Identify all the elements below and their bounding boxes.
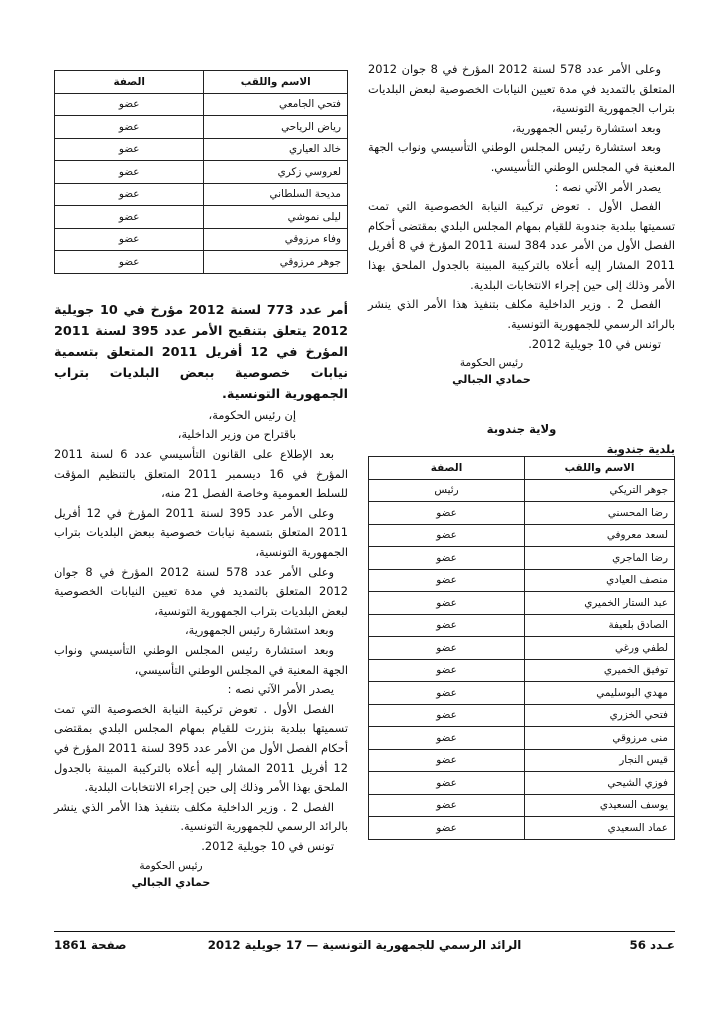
right-signature-name: حمادي الجبالي	[452, 373, 531, 387]
member-name: جوهر التريكي	[525, 479, 675, 502]
table-row	[55, 183, 348, 206]
table-row	[369, 794, 675, 817]
member-role: عضو	[55, 138, 204, 161]
member-name: عماد السعيدي	[525, 817, 675, 840]
table-row	[369, 524, 675, 547]
member-name: فوزي الشيحي	[525, 772, 675, 795]
left-members-table	[54, 70, 348, 274]
member-role: عضو	[369, 704, 525, 727]
right-para-article1: الفصل الأول . تعوض تركيبة النيابة الخصوصية التي تمت تسميتها ببلدية جندوبة للقيام بمهام المجلس البلدي بمقتضى أحكام الفصل الأول من الأمر عدد 384 لسنة 2011 المؤرخ في 8 أفريل 2011 المشار إليه أعلاه بالتركيبة المبينة بالجدول الملحق بهذا الأمر وذلك إلى حين إجراء الانتخابات البلدية.	[368, 199, 676, 292]
member-role: رئيس	[369, 479, 525, 502]
decree-title: أمر عدد 773 لسنة 2012 مؤرخ في 10 جويلية 2012 يتعلق بتنقيح الأمر عدد 395 لسنة 2011 المؤرخ في 12 أفريل 2011 المتعلق بتسمية نيابات خصوصية ببعض البلديات بتراب الجمهورية التونسية.	[54, 302, 348, 403]
header-role: الصفة	[55, 71, 204, 94]
member-role: عضو	[369, 569, 525, 592]
header-name: الاسم واللقب	[204, 71, 348, 94]
member-name: فتحي الجامعي	[204, 93, 348, 116]
table-row	[369, 547, 675, 570]
table-row	[55, 206, 348, 229]
member-role: عضو	[55, 206, 204, 229]
member-role: عضو	[55, 183, 204, 206]
left-para-decree395: وعلى الأمر عدد 395 لسنة 2011 المؤرخ في 12 أفريل 2011 المتعلق بتسمية نيابات خصوصية ببعض البلديات بتراب الجمهورية التونسية،	[54, 505, 348, 559]
table-row	[369, 569, 675, 592]
table-row	[369, 502, 675, 525]
right-para-consult-president: وبعد استشارة رئيس الجمهورية،	[511, 120, 661, 135]
member-role: عضو	[369, 727, 525, 750]
table-row	[369, 682, 675, 705]
member-name: قيس النجار	[525, 749, 675, 772]
member-name: رضا المحسني	[525, 502, 675, 525]
member-name: يوسف السعيدي	[525, 794, 675, 817]
right-para-article2: الفصل 2 . وزير الداخلية مكلف بتنفيذ هذا الأمر الذي ينشر بالرائد الرسمي للجمهورية التونسية.	[368, 297, 675, 331]
governorate-heading: ولاية جندوبة	[486, 422, 557, 437]
table-row	[369, 659, 675, 682]
page-number: صفحة 1861	[54, 938, 127, 952]
header-name: الاسم واللقب	[525, 457, 675, 480]
member-role: عضو	[369, 637, 525, 660]
journal-title: الرائد الرسمي للجمهورية التونسية — 17 جويلية 2012	[207, 938, 522, 952]
member-role: عضو	[369, 502, 525, 525]
right-para-consult-assembly: وبعد استشارة رئيس المجلس الوطني التأسيسي ونواب الجهة المعنية في المجلس الوطني التأسيسي.	[368, 140, 675, 175]
table-row	[369, 704, 675, 727]
member-name: منصف العيادي	[525, 569, 675, 592]
page-footer	[54, 931, 675, 954]
member-role: عضو	[55, 93, 204, 116]
left-para-consult-president: وبعد استشارة رئيس الجمهورية،	[184, 623, 334, 638]
left-para-proposal: باقتراح من وزير الداخلية،	[177, 427, 296, 442]
table-row	[55, 116, 348, 139]
table-row	[369, 817, 675, 840]
right-para-issues: يصدر الأمر الآتي نصه :	[554, 179, 661, 194]
left-para-law6: بعد الإطلاع على القانون التأسيسي عدد 6 لسنة 2011 المؤرخ في 16 ديسمبر 2011 المتعلق بالتنظيم المؤقت للسلط العمومية وخاصة الفصل 21 منه،	[54, 446, 349, 501]
table-row	[55, 251, 348, 274]
left-para-issues: يصدر الأمر الآتي نصه :	[227, 682, 334, 697]
table-header-row	[369, 457, 675, 480]
member-role: عضو	[369, 794, 525, 817]
member-name: لسعد معروفي	[525, 524, 675, 547]
member-role: عضو	[369, 592, 525, 615]
right-date-line: تونس في 10 جويلية 2012.	[528, 336, 661, 351]
table-row	[369, 772, 675, 795]
table-row	[369, 614, 675, 637]
left-signature-title: رئيس الحكومة	[139, 859, 203, 872]
member-name: خالد العياري	[204, 138, 348, 161]
member-role: عضو	[369, 682, 525, 705]
member-role: عضو	[369, 749, 525, 772]
member-role: عضو	[369, 614, 525, 637]
member-role: عضو	[369, 772, 525, 795]
member-role: عضو	[369, 817, 525, 840]
member-name: رضا الماجري	[525, 547, 675, 570]
member-role: عضو	[55, 251, 204, 274]
member-role: عضو	[369, 524, 525, 547]
table-row	[55, 161, 348, 184]
member-name: وفاء مرزوقي	[204, 228, 348, 251]
member-role: عضو	[55, 116, 204, 139]
issue-number: عـدد 56	[629, 938, 675, 952]
member-role: عضو	[55, 161, 204, 184]
member-role: عضو	[369, 659, 525, 682]
table-header-row	[55, 71, 348, 94]
right-column	[368, 60, 675, 840]
table-row	[369, 479, 675, 502]
left-date-line: تونس في 10 جويلية 2012.	[201, 839, 334, 854]
left-para-article2: الفصل 2 . وزير الداخلية مكلف بتنفيذ هذا الأمر الذي ينشر بالرائد الرسمي للجمهورية التونسية.	[54, 799, 348, 834]
table-row	[369, 637, 675, 660]
left-para-decree578: وعلى الأمر عدد 578 لسنة 2012 المؤرخ في 8 جوان 2012 المتعلق بالتمديد في مدة تعيين النيابات الخصوصية لبعض البلديات بتراب الجمهورية التونسية،	[54, 564, 348, 618]
member-name: ليلى نموشي	[204, 206, 348, 229]
table-row	[55, 138, 348, 161]
right-members-table	[368, 456, 675, 840]
member-name: فتحي الخزري	[525, 704, 675, 727]
member-name: رياض الرياحي	[204, 116, 348, 139]
member-name: جوهر مرزوقي	[204, 251, 348, 274]
member-name: لطفي ورغي	[525, 637, 675, 660]
table-row	[55, 228, 348, 251]
member-name: مديحة السلطاني	[204, 183, 348, 206]
table-row	[369, 592, 675, 615]
left-signature-name: حمادي الجبالي	[131, 875, 211, 889]
member-name: مهدي البوسليمي	[525, 682, 675, 705]
member-name: توفيق الخميري	[525, 659, 675, 682]
member-name: منى مرزوقي	[525, 727, 675, 750]
left-para-pm: إن رئيس الحكومة،	[208, 407, 296, 422]
left-column	[54, 70, 348, 889]
left-para-article1: الفصل الأول . تعوض تركيبة النيابة الخصوصية التي تمت تسميتها ببلدية بنزرت للقيام بمهام المجلس البلدي بمقتضى أحكام الفصل الأول من الأمر عدد 395 لسنة 2011 المؤرخ في 12 أفريل 2011 المشار إليه أعلاه بالتركيبة المبينة بالجدول الملحق بهذا الأمر وذلك إلى حين إجراء الانتخابات البلدية.	[54, 701, 348, 795]
member-name: لعروسي زكري	[204, 161, 348, 184]
table-row	[369, 727, 675, 750]
left-para-consult-assembly: وبعد استشارة رئيس المجلس الوطني التأسيسي ونواب الجهة المعنية في المجلس الوطني التأسيسي،	[54, 642, 348, 677]
header-role: الصفة	[369, 457, 525, 480]
right-signature-title: رئيس الحكومة	[459, 357, 524, 370]
member-name: الصادق بلعيفة	[525, 614, 675, 637]
table-row	[55, 93, 348, 116]
member-name: عبد الستار الخميري	[525, 592, 675, 615]
right-para-decree578: وعلى الأمر عدد 578 لسنة 2012 المؤرخ في 8 جوان 2012 المتعلق بالتمديد في مدة تعيين النيابات الخصوصية لبعض البلديات بتراب الجمهورية التونسية،	[368, 62, 675, 116]
member-role: عضو	[55, 228, 204, 251]
table-row	[369, 749, 675, 772]
member-role: عضو	[369, 547, 525, 570]
municipality-heading: بلدية جندوبة	[606, 442, 675, 457]
